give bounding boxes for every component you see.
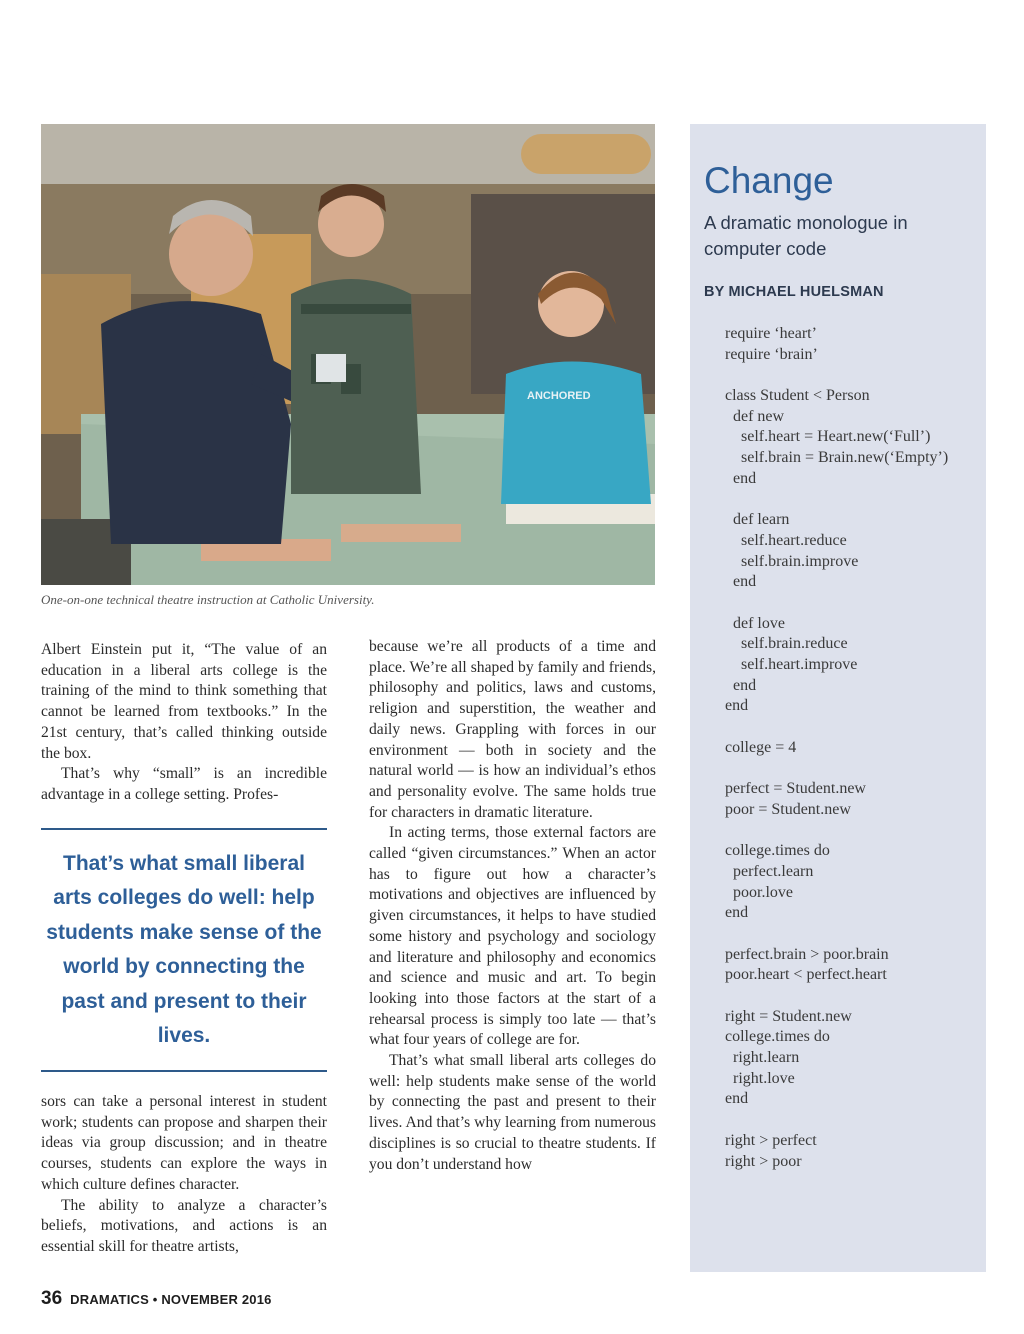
code-line: college = 4: [725, 738, 797, 756]
pull-quote-text: That’s what small liberal arts colleges do well: help students make sense of the world by connecting the past and present to their lives.: [46, 851, 322, 1047]
sidebar-subtitle: A dramatic monologue in computer code: [704, 212, 908, 259]
page-number: 36: [41, 1288, 63, 1309]
code-line: right > perfect: [725, 1131, 817, 1149]
shirt-text: ANCHORED: [527, 390, 591, 402]
paragraph: Albert Einstein put it, “The value of an education in a liberal arts college is the training of the mind to think something that cannot be learned from textbooks.” In the 21st century, that’s called thinking outside the box.: [41, 641, 327, 762]
sidebar-title: Change: [704, 160, 834, 201]
code-line: [725, 717, 985, 738]
paragraph: sors can take a personal interest in student work; students can propose and sharpen their ideas via group discussion; and in theatre courses, students can explore the ways in which culture defines character.: [41, 1093, 327, 1193]
code-line: end: [725, 697, 749, 715]
code-line: perfect = Student.new: [725, 780, 866, 798]
code-line: perfect.learn: [725, 862, 814, 880]
pull-quote: [41, 828, 327, 1072]
column-2: [369, 637, 656, 1175]
code-line: [725, 490, 985, 511]
code-line: [725, 1110, 985, 1131]
code-line: right = Student.new: [725, 1007, 852, 1025]
code-line: end: [725, 1090, 749, 1108]
publication-name: DRAMATICS • NOVEMBER 2016: [70, 1292, 272, 1307]
column-1-top: [41, 640, 327, 806]
code-line: end: [725, 469, 757, 487]
code-line: right > poor: [725, 1152, 802, 1170]
code-line: [725, 593, 985, 614]
code-line: right.learn: [725, 1049, 800, 1067]
code-line: poor = Student.new: [725, 800, 851, 818]
code-line: [725, 986, 985, 1007]
code-line: poor.love: [725, 883, 793, 901]
code-line: self.heart.reduce: [725, 531, 847, 549]
code-line: end: [725, 904, 749, 922]
code-line: [725, 821, 985, 842]
paragraph: That’s why “small” is an incredible advantage in a college setting. Profes-: [41, 765, 327, 803]
code-block: [725, 324, 985, 1172]
code-line: def love: [725, 614, 785, 632]
code-line: poor.heart < perfect.heart: [725, 966, 887, 984]
code-line: def learn: [725, 511, 790, 529]
page-footer: [41, 1288, 272, 1310]
code-line: require ‘heart’: [725, 325, 817, 342]
article-photo: [41, 124, 655, 585]
workshop-illustration: [41, 124, 655, 585]
code-line: self.brain = Brain.new(‘Empty’): [725, 449, 949, 467]
code-line: self.heart.improve: [725, 656, 858, 673]
paragraph: That’s what small liberal arts colleges do well: help students make sense of the world by connecting the past and present to their lives. And that’s why learning from numerous disciplines is so crucial to theatre students. If you don’t understand how: [369, 1052, 656, 1173]
photo-caption: One-on-one technical theatre instruction at Catholic University.: [41, 592, 375, 607]
code-line: right.love: [725, 1069, 795, 1087]
code-line: [725, 758, 985, 779]
code-line: perfect.brain > poor.brain: [725, 945, 889, 963]
column-1-bottom: [41, 1092, 327, 1258]
code-line: [725, 924, 985, 945]
code-line: college.times do: [725, 842, 830, 860]
code-line: end: [725, 676, 757, 694]
sidebar-box: [690, 124, 986, 1272]
code-line: end: [725, 573, 757, 591]
paragraph: In acting terms, those external factors are called “given circumstances.” When an actor has to figure out how a character’s motivations and objectives are influenced by given circumstances, it helps to have studied some history and psychology and sociology and literature and philosophy and economics and science and music and art. To begin looking into those factors at the start of a rehearsal process is simply too late — that’s what four years of college are for.: [369, 824, 656, 1049]
code-line: college.times do: [725, 1028, 830, 1046]
code-line: def new: [725, 407, 785, 425]
code-line: self.brain.reduce: [725, 635, 848, 653]
code-line: self.brain.improve: [725, 552, 859, 570]
code-line: [725, 365, 985, 386]
code-line: self.heart = Heart.new(‘Full’): [725, 428, 931, 446]
paragraph: The ability to analyze a character’s beliefs, motivations, and actions is an essential skill for theatre artists,: [41, 1196, 327, 1255]
sidebar-byline: BY MICHAEL HUELSMAN: [704, 284, 884, 300]
code-line: require ‘brain’: [725, 345, 818, 363]
code-line: class Student < Person: [725, 387, 870, 405]
paragraph: because we’re all products of a time and place. We’re all shaped by family and friends, philosophy and politics, laws and customs, religion and superstition, the weather and daily news. Grappling with forces in our environment — both in society and the natural world — is how an individual’s ethos and personality evolve. The same holds true for characters in dramatic literature.: [369, 638, 656, 821]
